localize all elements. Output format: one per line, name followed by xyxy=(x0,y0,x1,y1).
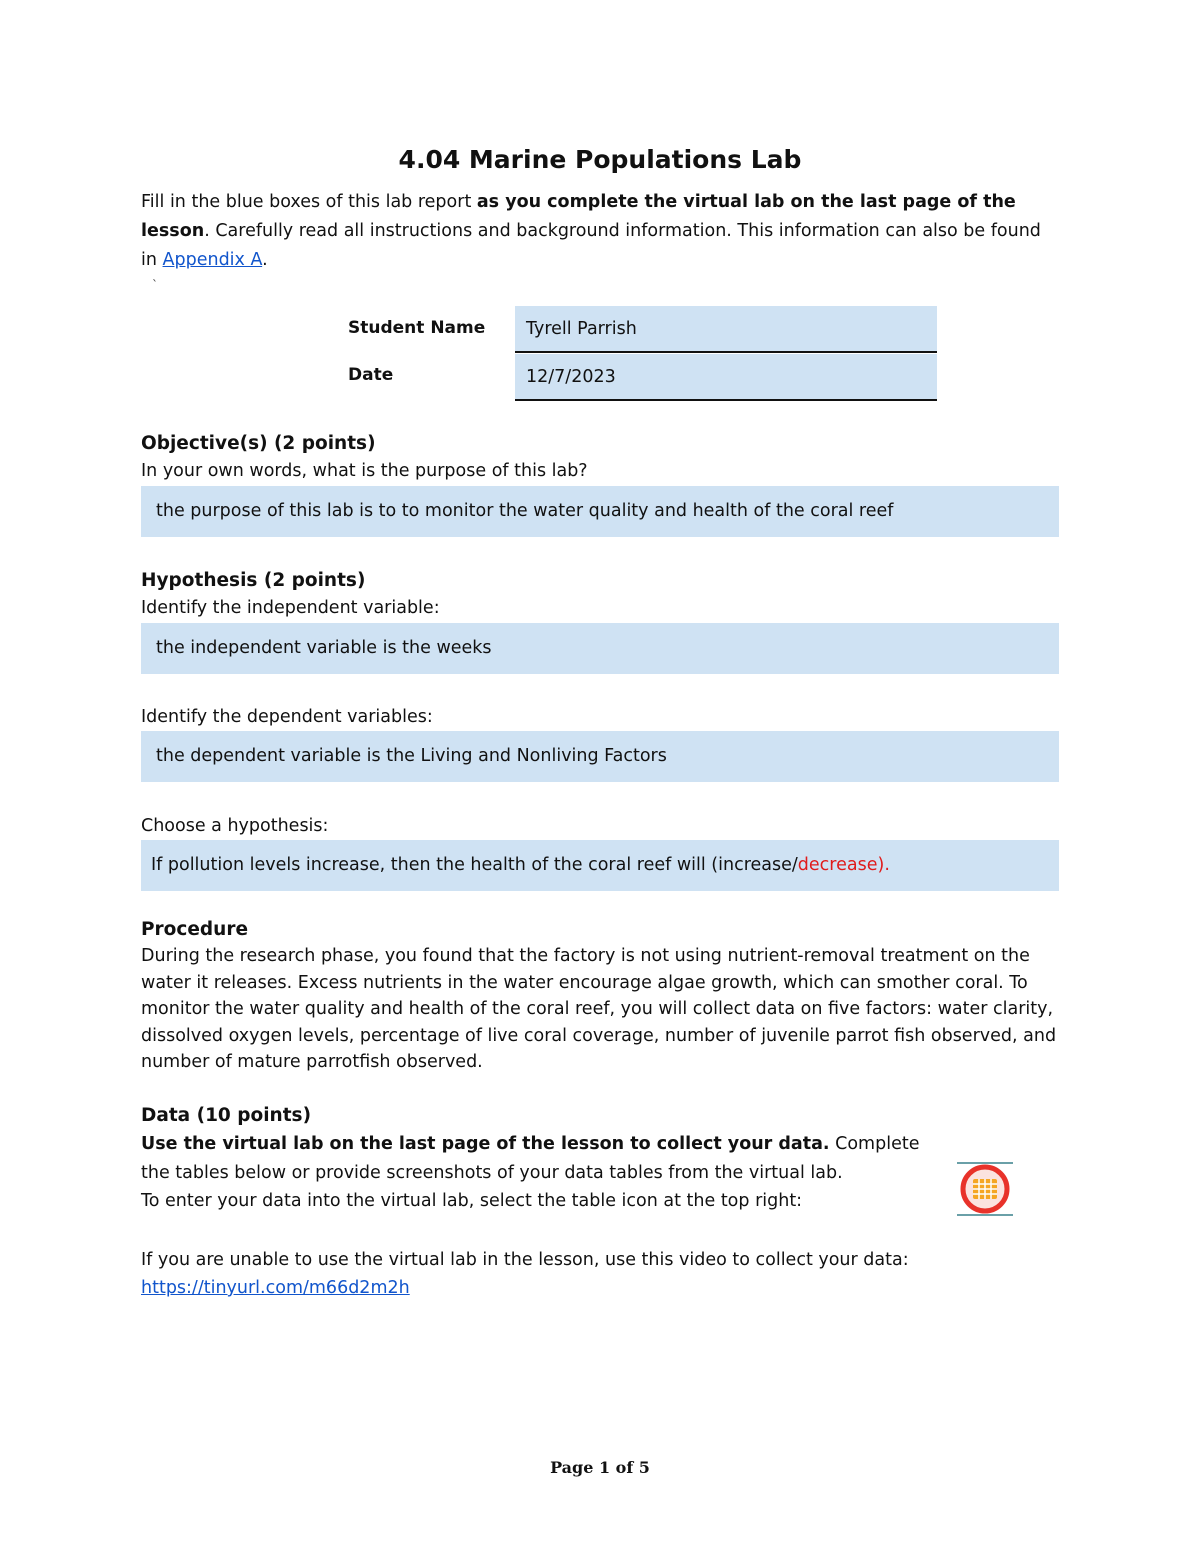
stray-mark: ` xyxy=(152,278,158,292)
intro-paragraph xyxy=(141,188,1059,275)
data-heading: Data (10 points) xyxy=(141,1105,312,1126)
data-instructions-line-3: To enter your data into the virtual lab, select the table icon at the top right: xyxy=(141,1191,803,1211)
data-instructions-bold: Use the virtual lab on the last page of the lesson to collect your data. xyxy=(141,1134,830,1154)
hypothesis-choice-box[interactable] xyxy=(141,840,1059,891)
table-icon xyxy=(957,1162,1013,1216)
intro-text-3: . xyxy=(262,250,268,270)
objective-prompt: In your own words, what is the purpose of this lab? xyxy=(141,461,588,481)
data-instructions-rest: Complete xyxy=(829,1134,920,1154)
student-name-field[interactable]: Tyrell Parrish xyxy=(515,306,937,353)
hypothesis-choice-end: . xyxy=(884,855,890,875)
hypothesis-choice-text: If pollution levels increase, then the health of the coral reef will (increase/ xyxy=(151,855,798,875)
data-instructions-line-1 xyxy=(141,1130,919,1159)
page-title: 4.04 Marine Populations Lab xyxy=(398,145,802,174)
video-instructions: If you are unable to use the virtual lab in the lesson, use this video to collect your data: xyxy=(141,1250,909,1270)
date-label: Date xyxy=(348,365,394,385)
procedure-text: During the research phase, you found that the factory is not using nutrient-removal treatment on the water it releases. Excess nutrients in the water encourage algae growth, which can smother coral. To monitor the water quality and health of the coral reef, you will collect data on five factors: water clarity, dissolved oxygen levels, percentage of live coral coverage, number of juvenile parrot fish observed, and number of mature parrotfish observed. xyxy=(141,946,1057,1072)
student-name-label: Student Name xyxy=(348,318,486,338)
appendix-a-link[interactable]: Appendix A xyxy=(162,250,263,270)
intro-bold-text: as you complete the virtual lab on the last page of the lesson xyxy=(141,192,1016,241)
objective-heading: Objective(s) (2 points) xyxy=(141,433,376,454)
hypothesis-choice-selected: decrease) xyxy=(797,855,885,875)
page-number: Page 1 of 5 xyxy=(550,1458,650,1477)
hypothesis-heading: Hypothesis (2 points) xyxy=(141,570,366,591)
dependent-variable-prompt: Identify the dependent variables: xyxy=(141,707,433,727)
intro-text-2: . Carefully read all instructions and background information. This information can also be found in xyxy=(141,221,1041,270)
objective-answer-box[interactable]: the purpose of this lab is to to monitor the water quality and health of the coral reef xyxy=(141,486,1059,537)
dependent-variable-answer-box[interactable]: the dependent variable is the Living and Nonliving Factors xyxy=(141,731,1059,782)
independent-variable-answer-box[interactable]: the independent variable is the weeks xyxy=(141,623,1059,674)
video-link[interactable]: https://tinyurl.com/m66d2m2h xyxy=(141,1278,410,1298)
procedure-heading: Procedure xyxy=(141,919,248,940)
hypothesis-choice-prompt: Choose a hypothesis: xyxy=(141,816,329,836)
data-instructions-line-2: the tables below or provide screenshots of your data tables from the virtual lab. xyxy=(141,1163,843,1183)
independent-variable-prompt: Identify the independent variable: xyxy=(141,598,440,618)
table-icon-graphic xyxy=(957,1164,1013,1214)
intro-text-1: Fill in the blue boxes of this lab report xyxy=(141,192,477,212)
date-field[interactable]: 12/7/2023 xyxy=(515,354,937,401)
